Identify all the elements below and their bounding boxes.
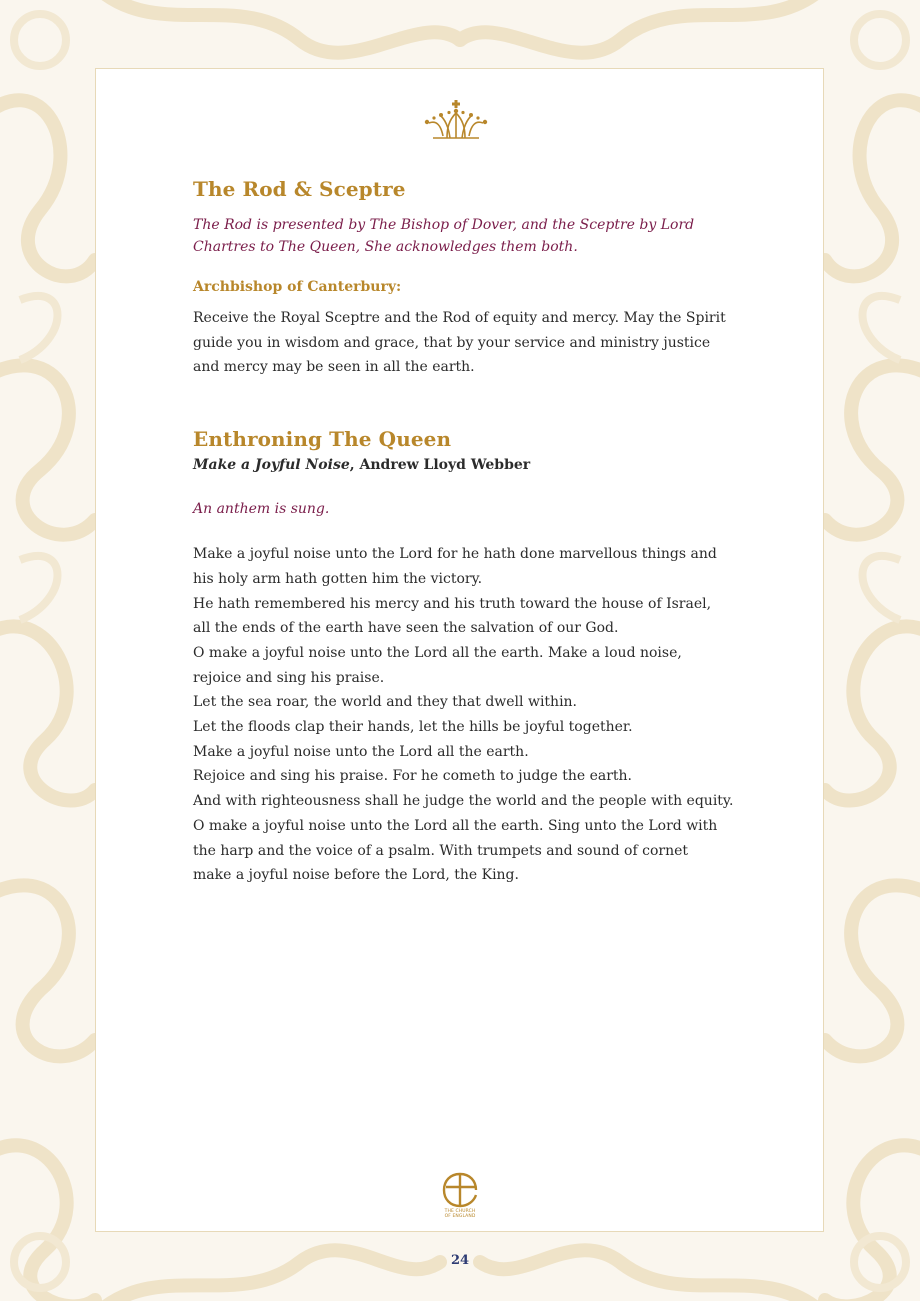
lyric-line: the harp and the voice of a psalm. With trumpets and sound of cornet (193, 842, 689, 859)
lyric-line: Let the sea roar, the world and they that dwell within. (193, 694, 578, 711)
crown-icon (423, 98, 489, 142)
anthem-lyrics (193, 542, 733, 888)
lyric-line: all the ends of the earth have seen the salvation of our God. (193, 620, 619, 637)
logo-text-line: OF ENGLAND (444, 1214, 476, 1219)
rubric-anthem: An anthem is sung. (193, 501, 330, 518)
prayer-line: and mercy may be seen in all the earth. (193, 359, 475, 376)
rubric-line: Chartres to The Queen, She acknowledges them both. (193, 239, 578, 255)
lyric-line: He hath remembered his mercy and his truth toward the house of Israel, (193, 595, 712, 612)
lyric-line: Make a joyful noise unto the Lord all the earth. (193, 743, 529, 760)
church-of-england-emblem-icon (441, 1171, 479, 1209)
rubric-line: The Rod is presented by The Bishop of Dover, and the Sceptre by Lord (193, 217, 695, 233)
music-credit (193, 454, 733, 476)
prayer-line: guide you in wisdom and grace, that by your service and ministry justice (193, 334, 711, 351)
speaker-label: Archbishop of Canterbury: (193, 279, 402, 295)
lyric-line: Rejoice and sing his praise. For he cometh to judge the earth. (193, 768, 633, 785)
music-composer: , Andrew Lloyd Webber (349, 457, 531, 474)
lyric-line: And with righteousness shall he judge the world and the people with equity. (193, 793, 734, 810)
lyric-line: Make a joyful noise unto the Lord for he hath done marvellous things and (193, 546, 717, 563)
section-title-rod-sceptre: The Rod & Sceptre (193, 177, 406, 201)
lyric-line: O make a joyful noise unto the Lord all the earth. Sing unto the Lord with (193, 817, 718, 834)
church-of-england-logo (437, 1171, 483, 1231)
lyric-line: Let the floods clap their hands, let the hills be joyful together. (193, 719, 633, 736)
section-title-enthroning: Enthroning The Queen (193, 427, 452, 452)
rubric-rod-presentation (193, 214, 733, 258)
logo-text-line: THE CHURCH (444, 1209, 476, 1214)
prayer-line: Receive the Royal Sceptre and the Rod of equity and mercy. May the Spirit (193, 310, 726, 326)
lyric-line: make a joyful noise before the Lord, the King. (193, 867, 519, 884)
page-number: 24 (450, 1253, 470, 1268)
lyric-line: his holy arm hath gotten him the victory. (193, 570, 483, 587)
music-work-title: Make a Joyful Noise (193, 457, 350, 474)
lyric-line: O make a joyful noise unto the Lord all the earth. Make a loud noise, (193, 644, 682, 661)
lyric-line: rejoice and sing his praise. (193, 669, 385, 686)
main-content (193, 172, 733, 888)
prayer-text (193, 306, 733, 380)
